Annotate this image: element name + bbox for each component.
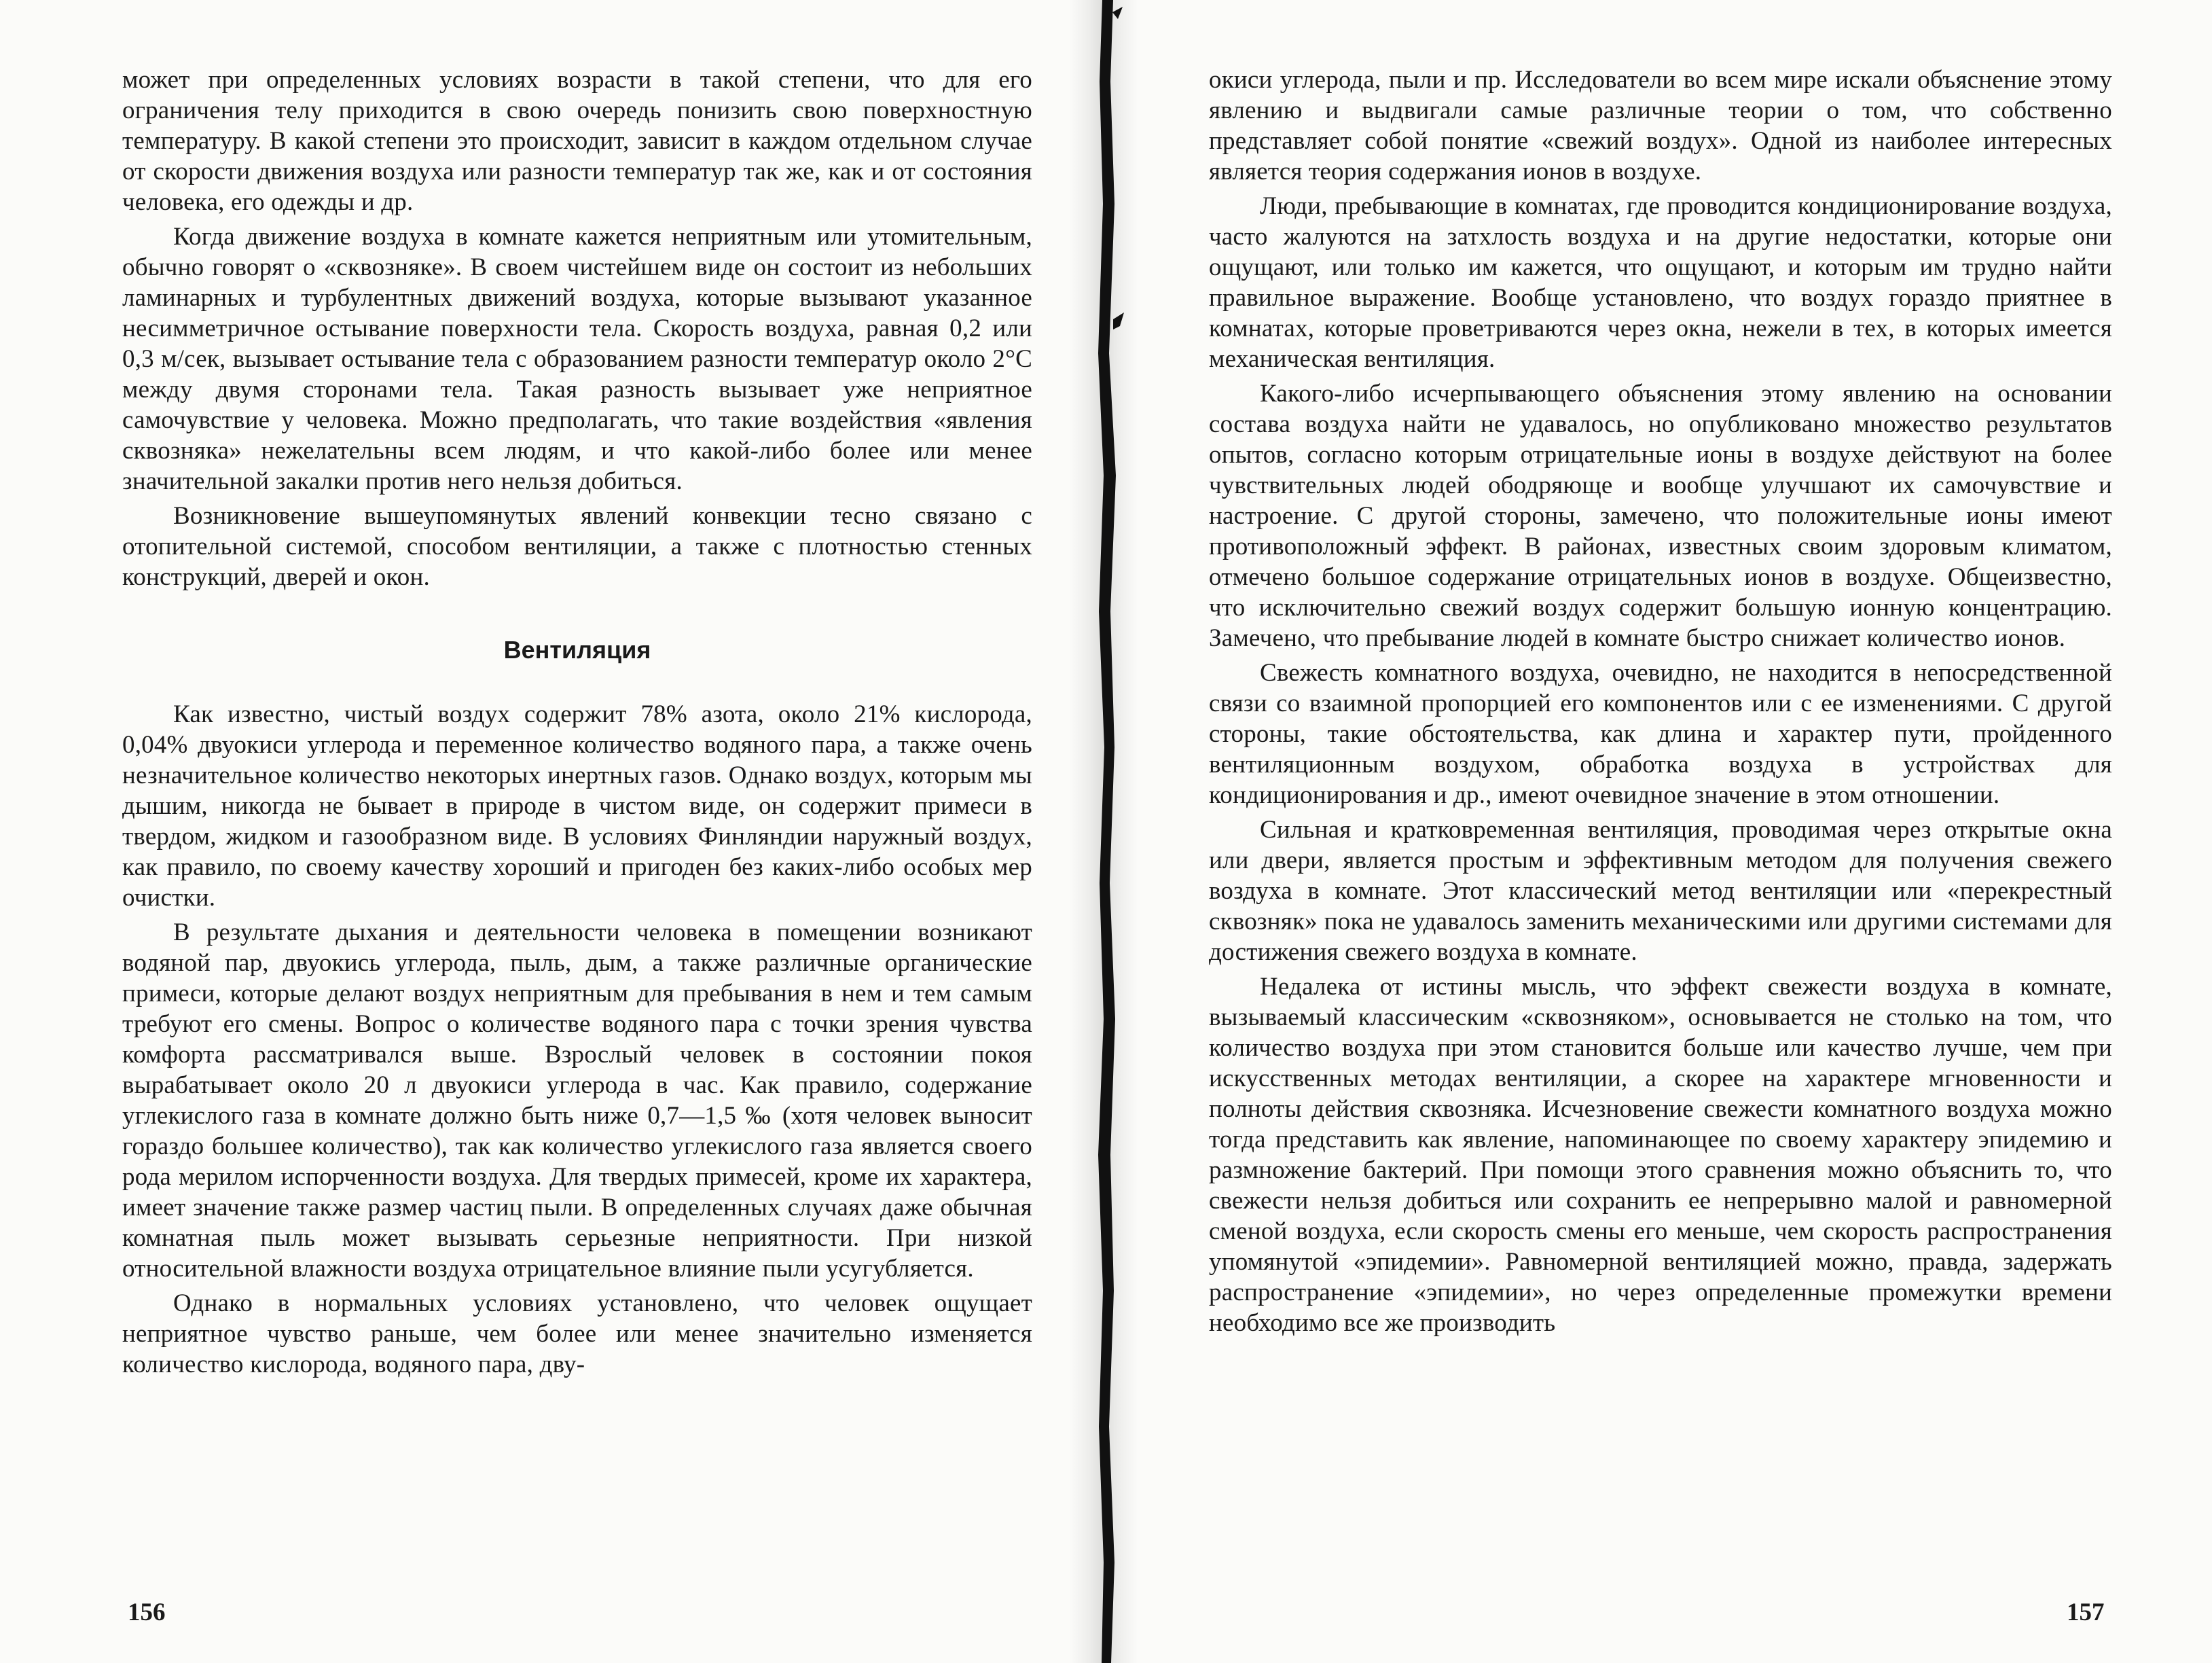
paragraph: Как известно, чистый воздух содержит 78% азота, около 21% кислорода, 0,04% двуокиси углерода и переменное количество водяного пара, а также очень незначительное количество некоторых инертных газов. Однако воздух, которым мы дышим, никогда не бывает в природе в чистом виде, он содержит примеси в твердом, жидком и газообразном виде. В условиях Финляндии наружный воздух, как правило, по своему качеству хороший и пригоден без каких-либо особых мер очистки. xyxy=(122,700,1032,912)
paragraph: окиси углерода, пыли и пр. Исследователи во всем мире искали объяснение этому явлению и выдвигали самые различные теории о том, что собственно представляет собой понятие «свежий воздух». Одной из наиболее интересных является теория содержания ионов в воздухе. xyxy=(1209,66,2112,185)
book-binding-gutter xyxy=(1090,0,1124,1663)
paragraph: Какого-либо исчерпывающего объяснения этому явлению на основании состава воздуха найти не удавалось, но опубликовано множество результатов опытов, согласно которым отрицательные ионы в воздухе действуют на более чувствительных людей ободряюще и вообще улучшают их самочувствие и настроение. С другой стороны, замечено, что положительные ионы имеют противоположный эффект. В районах, известных своим здоровым климатом, отмечено большое содержание отрицательных ионов в воздухе. Общеизвестно, что исключительно свежий воздух содержит большую ионную концентрацию. Замечено, что пребывание людей в комнате быстро снижает количество ионов. xyxy=(1209,380,2112,652)
right-page-text-column xyxy=(1209,65,2112,1338)
paragraph: В результате дыхания и деятельности человека в помещении возникают водяной пар, двуокись углерода, пыль, дым, а также различные органические примеси, которые делают воздух неприятным для пребывания в нем и тем самым требуют его смены. Вопрос о количестве водяного пара с точки зрения чувства комфорта рассматривался выше. Взрослый человек в состоянии покоя вырабатывает около 20 л двуокиси углерода в час. Как правило, содержание углекислого газа в комнате должно быть ниже 0,7—1,5 ‰ (хотя человек выносит гораздо большее количество), так как количество углекислого газа является своего рода мерилом испорченности воздуха. Для твердых примесей, кроме их характера, имеет значение также размер частиц пыли. В определенных случаях даже обычная комнатная пыль может вызывать серьезные неприятности. При низкой относительной влажности воздуха отрицательное влияние пыли усугубляется. xyxy=(122,918,1032,1283)
paragraph: Когда движение воздуха в комнате кажется неприятным или утомительным, обычно говорят о «сквозняке». В своем чистейшем виде он состоит из небольших ламинарных и турбулентных движений воздуха, которые вызывают указанное несимметричное остывание поверхности тела. Скорость воздуха, равная 0,2 или 0,3 м/сек, вызывает остывание тела с образованием разности температур около 2°C между двумя сторонами тела. Такая разность вызывает уже неприятное самочувствие у человека. Можно предполагать, что такие воздействия «явления сквозняка» нежелательны всем людям, и что какой-либо более или менее значительной закалки против него нельзя добиться. xyxy=(122,223,1032,495)
page-number: 156 xyxy=(128,1598,166,1626)
left-page-text-column xyxy=(122,65,1032,1380)
left-page xyxy=(0,0,1087,1663)
paragraph: Недалека от истины мысль, что эффект свежести воздуха в комнате, вызываемый классическим «сквозняком», основывается не столько на том, что количество воздуха при этом становится больше или качество лучше, чем при искусственных методах вентиляции, а скорее на характере мгновенности и полноты действия сквозняка. Исчезновение свежести комнатного воздуха можно тогда представить как явление, напоминающее по своему характеру эпидемию и размножение бактерий. При помощи этого сравнения можно объяснить то, что свежести нельзя добиться или сохранить ее непрерывно малой и равномерной сменой воздуха, если скорость смены его меньше, чем скорость распространения упомянутой «эпидемии». Равномерной вентиляцией можно, правда, задержать распространение «эпидемии», но через определенные промежутки времени необходимо все же производить xyxy=(1209,973,2112,1337)
paragraph: может при определенных условиях возрасти в такой степени, что для его ограничения телу приходится в свою очередь понизить свою поверхностную температуру. В какой степени это происходит, зависит в каждом отдельном случае от скорости движения воздуха или разности температур так же, как и от состояния человека, его одежды и др. xyxy=(122,66,1032,216)
paragraph: Сильная и кратковременная вентиляция, проводимая через открытые окна или двери, является простым и эффективным методом для получения свежего воздуха в комнате. Этот классический метод вентиляции или «перекрестный сквозняк» пока не удавалось заменить механическими или другими системами для достижения свежего воздуха в комнате. xyxy=(1209,816,2112,966)
section-heading: Вентиляция xyxy=(503,636,651,664)
page-number: 157 xyxy=(2067,1598,2105,1626)
right-page xyxy=(1127,0,2212,1663)
paragraph: Возникновение вышеупомянутых явлений конвекции тесно связано с отопительной системой, способом вентиляции, а также с плотностью стенных конструкций, дверей и окон. xyxy=(122,502,1032,591)
paragraph: Свежесть комнатного воздуха, очевидно, не находится в непосредственной связи со взаимной пропорцией его компонентов или с ее изменениями. С другой стороны, такие обстоятельства, как длина и характер пути, пройденного вентиляционным воздухом, обработка воздуха в устройствах для кондиционирования и др., имеют очевидное значение в этом отношении. xyxy=(1209,659,2112,809)
paragraph: Однако в нормальных условиях установлено, что человек ощущает неприятное чувство раньше, чем более или менее значительно изменяется количество кислорода, водяного пара, дву- xyxy=(122,1289,1032,1378)
paragraph: Люди, пребывающие в комнатах, где проводится кондиционирование воздуха, часто жалуются на затхлость воздуха и на другие недостатки, которые они ощущают, или только им кажется, что ощущают, и которым им трудно найти правильное выражение. Вообще установлено, что воздух гораздо приятнее в комнатах, которые проветриваются через окна, нежели в тех, в которых имеется механическая вентиляция. xyxy=(1209,192,2112,373)
